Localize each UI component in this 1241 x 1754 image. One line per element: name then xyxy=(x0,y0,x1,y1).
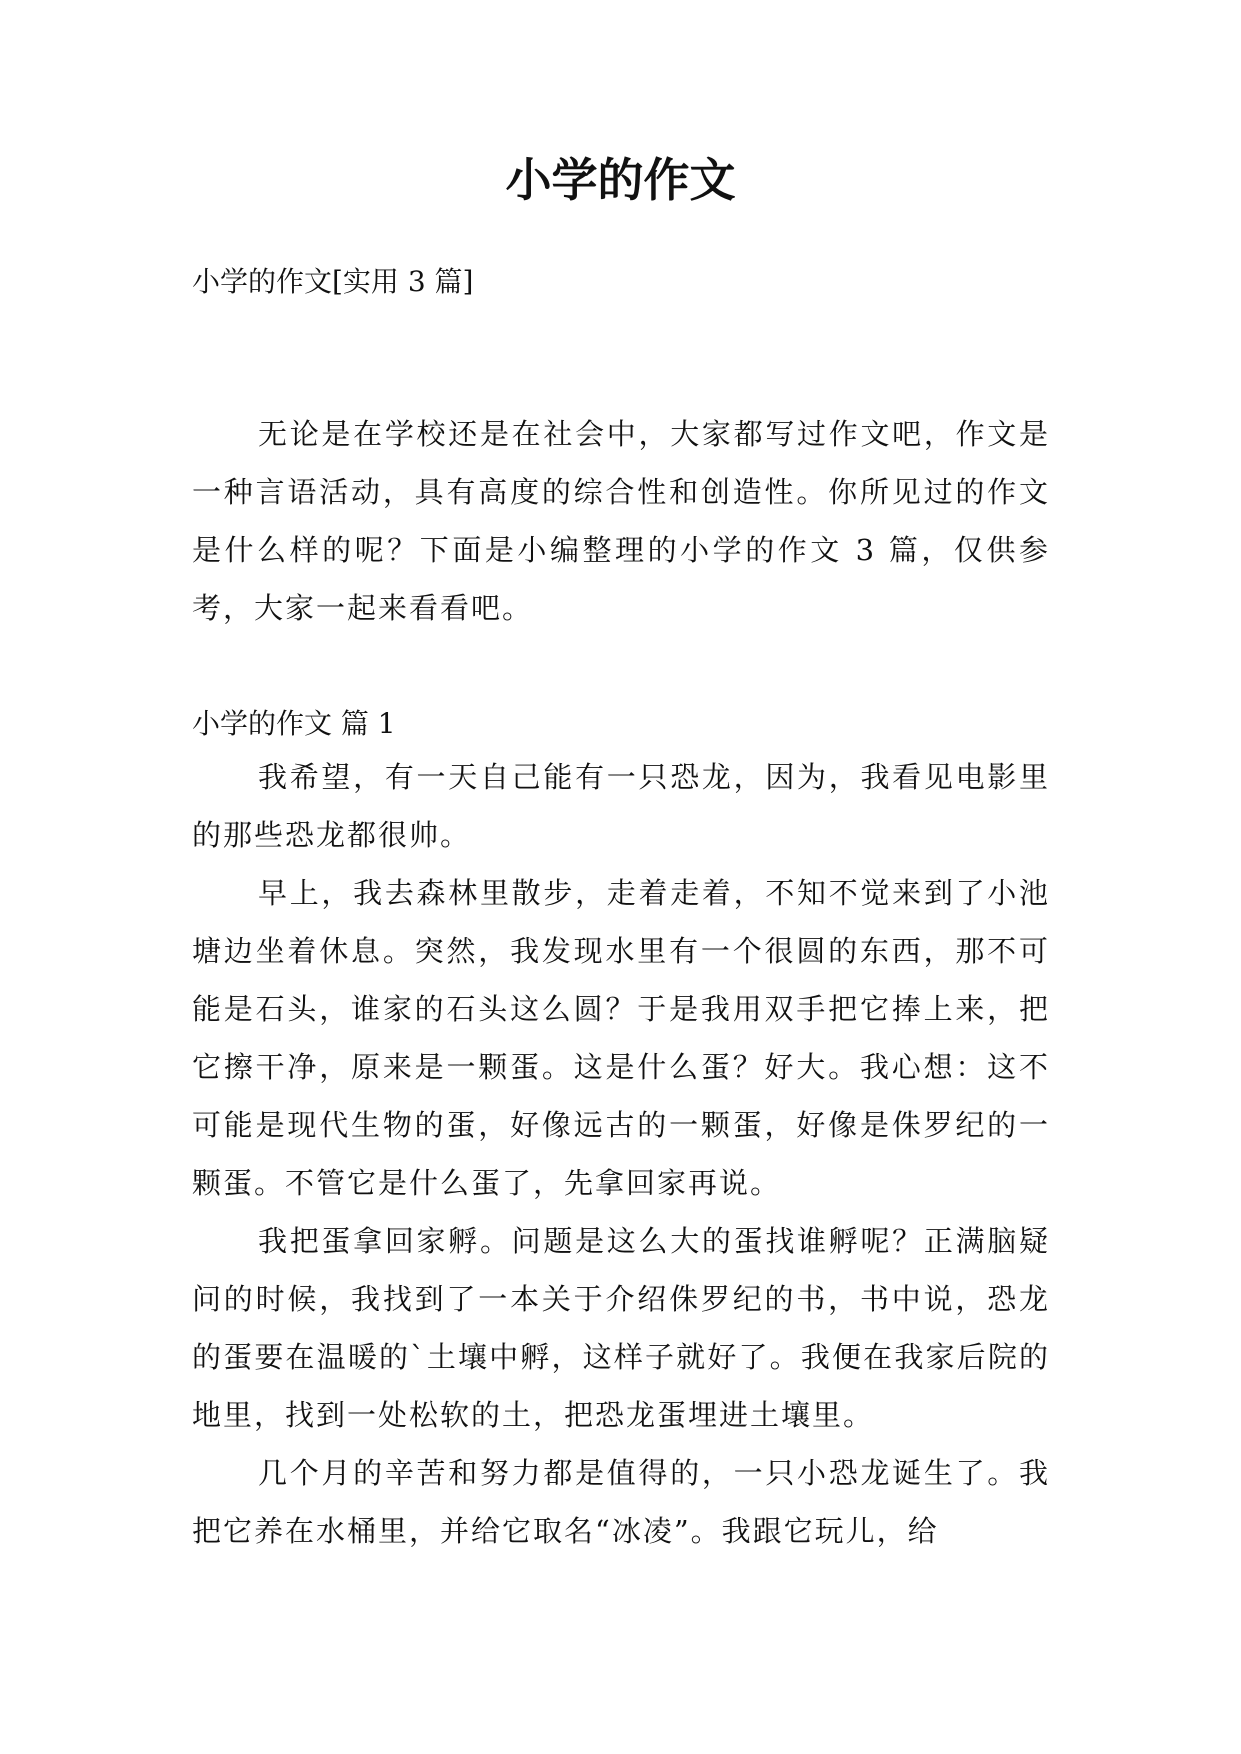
essay-1-paragraph-4: 几个月的辛苦和努力都是值得的，一只小恐龙诞生了。我把它养在水桶里，并给它取名“冰凌”。我跟它玩儿，给 xyxy=(192,1456,1050,1548)
intro-paragraph: 无论是在学校还是在社会中，大家都写过作文吧，作文是一种言语活动，具有高度的综合性和创造性。你所见过的作文是什么样的呢？下面是小编整理的小学的作文 3 篇，仅供参考，大家一起来看看吧。 xyxy=(192,417,1050,625)
essay-1-heading: 小学的作文 篇 1 xyxy=(192,707,396,740)
document-subtitle: 小学的作文[实用 3 篇] xyxy=(192,265,474,298)
essay-1-paragraph-2: 早上，我去森林里散步，走着走着，不知不觉来到了小池塘边坐着休息。突然，我发现水里有一个很圆的东西，那不可能是石头，谁家的石头这么圆？于是我用双手把它捧上来，把它擦干净，原来是一颗蛋。这是什么蛋？好大。我心想：这不可能是现代生物的蛋，好像远古的一颗蛋，好像是侏罗纪的一颗蛋。不管它是什么蛋了，先拿回家再说。 xyxy=(192,876,1050,1200)
essay-1-paragraph-3: 我把蛋拿回家孵。问题是这么大的蛋找谁孵呢？正满脑疑问的时候，我找到了一本关于介绍侏罗纪的书，书中说，恐龙的蛋要在温暖的`土壤中孵，这样子就好了。我便在我家后院的地里，找到一处松软的土，把恐龙蛋埋进土壤里。 xyxy=(192,1224,1050,1432)
document-title: 小学的作文 xyxy=(505,153,736,207)
essay-1-paragraph-1: 我希望，有一天自己能有一只恐龙，因为，我看见电影里的那些恐龙都很帅。 xyxy=(192,760,1050,852)
